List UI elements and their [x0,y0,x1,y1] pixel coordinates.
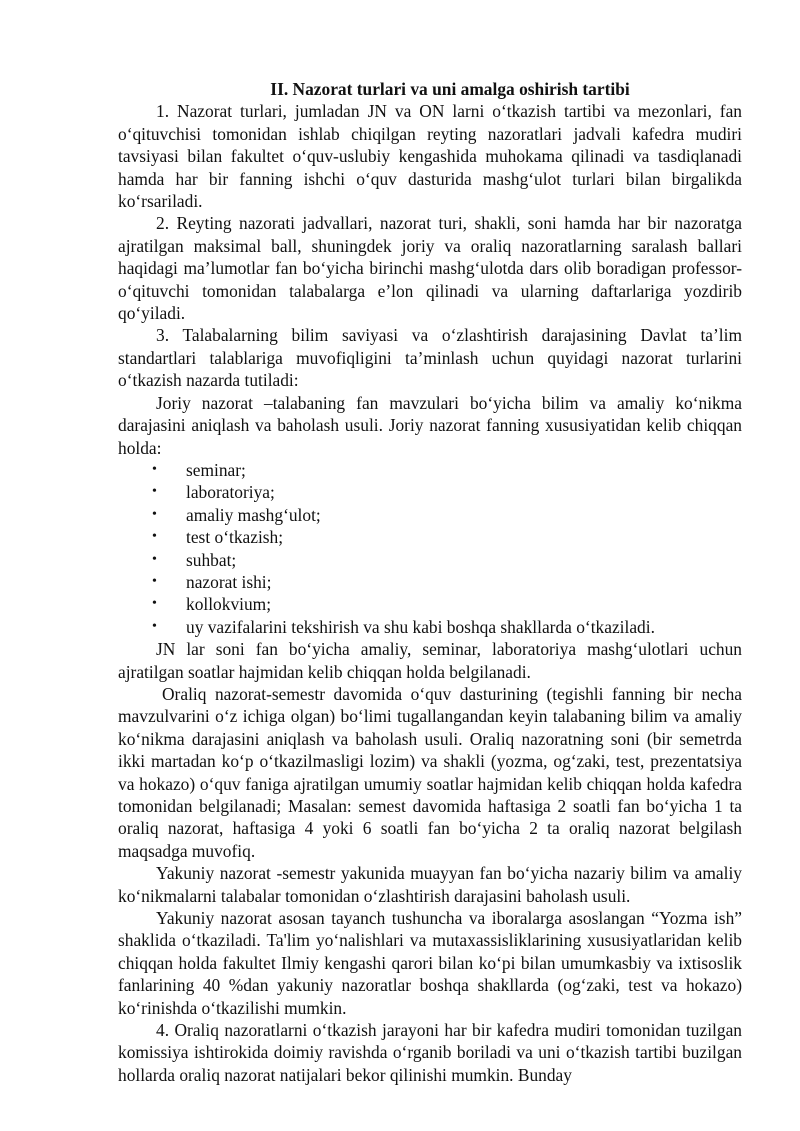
bullet-icon: • [152,461,157,477]
paragraph-1: 1. Nazorat turlari, jumladan JN va ON larni o‘tkazish tartibi va mezonlari, fan o‘qituvchisi tomonidan ishlab chiqilgan reyting nazoratlari jadvali kafedra mudiri tavsiyasi bilan fakultet o‘quv-uslubiy kengashida muhokama qilinadi va tasdiqlanadi hamda har bir fanning ishchi o‘quv dasturida mashg‘ulot turlari bilan birgalikda ko‘rsariladi. [118,101,742,212]
bullet-icon: • [152,506,157,522]
paragraph-3: 3. Talabalarning bilim saviyasi va o‘zlashtirish darajasining Davlat ta’lim standartlari talablariga muvofiqligini ta’minlash uchun quyidagi nazorat turlarini o‘tkazish nazarda tutiladi: [118,325,742,391]
list-item: • uy vazifalarini tekshirish va shu kabi boshqa shakllarda o‘tkaziladi. [152,616,655,637]
paragraph-jn-count: JN lar soni fan bo‘yicha amaliy, seminar, laboratoriya mashg‘ulotlari uchun ajratilgan soatlar hajmidan kelib chiqqan holda belgilanadi. [118,639,742,682]
list-item: • nazorat ishi; [152,571,272,592]
list-item: • seminar; [152,459,246,480]
bullet-icon: • [152,618,157,634]
paragraph-joriy-nazorat: Joriy nazorat –talabaning fan mavzulari bo‘yicha bilim va amaliy ko‘nikma darajasini aniqlash va baholash usuli. Joriy nazorat fanning xususiyatidan kelib chiqqan holda: [118,392,742,458]
section-title: II. Nazorat turlari va uni amalga oshirish tartibi [270,79,630,99]
bullet-icon: • [152,596,157,612]
paragraph-4: 4. Oraliq nazoratlarni o‘tkazish jarayoni har bir kafedra mudiri tomonidan tuzilgan komissiya ishtirokida doimiy ravishda o‘rganib boriladi va uni o‘tkazish tartibi buzilgan hollarda oraliq nazorat natijalari bekor qilinishi mumkin. Bunday [118,1020,742,1085]
bullet-icon: • [152,529,157,545]
list-item: • amaliy mashg‘ulot; [152,504,321,525]
list-item: • laboratoriya; [152,482,275,503]
list-item: • kollokvium; [152,594,272,615]
list-item: • test o‘tkazish; [152,527,284,548]
bullet-icon: • [152,573,157,589]
document-page [118,78,742,1086]
paragraph-yakuniy-nazorat: Yakuniy nazorat -semestr yakunida muayyan fan bo‘yicha nazariy bilim va amaliy ko‘nikmalarni talabalar tomonidan o‘zlashtirish darajasini baholash usuli. [118,863,742,906]
paragraph-yakuniy-form: Yakuniy nazorat asosan tayanch tushuncha va iboralarga asoslangan “Yozma ish” shaklida o‘tkaziladi. Ta'lim yo‘nalishlari va mutaxassisliklarining xususiyatlaridan kelib chiqqan holda fakultet Ilmiy kengashi qarori bilan ko‘pi bilan umumkasbiy va ixtisoslik fanlarining 40 %dan yakuniy nazoratlar boshqa shakllarda (og‘zaki, test va hokazo) ko‘rinishda o‘tkazilishi mumkin. [118,908,742,1018]
bullet-icon: • [152,551,157,567]
paragraph-2: 2. Reyting nazorati jadvallari, nazorat turi, shakli, soni hamda har bir nazoratga ajratilgan maksimal ball, shuningdek joriy va oraliq nazoratlarning saralash ballari haqidagi ma’lumotlar fan bo‘yicha birinchi mashg‘ulotda dars olib boradigan professor-o‘qituvchi tomonidan talabalarga e’lon qilinadi va ularning daftarlariga yozdirib qo‘yiladi. [118,213,742,324]
control-forms-list [118,459,742,638]
list-item: • suhbat; [152,549,237,570]
paragraph-oraliq-nazorat: Oraliq nazorat-semestr davomida o‘quv dasturining (tegishli fanning bir necha mavzulvarini o‘z ichiga olgan) bo‘limi tugallangandan keyin talabaning bilim va amaliy ko‘nikma darajasini aniqlash va baholash usuli. Oraliq nazoratning soni (bir semetrda ikki martadan ko‘p o‘tkazilmasligi lozim) va shakli (yozma, og‘zaki, test, prezentatsiya va hokazo) o‘quv faniga ajratilgan umumiy soatlar hajmidan kelib chiqqan holda kafedra tomonidan belgilanadi; Masalan: semest davomida haftasiga 2 soatli fan bo‘yicha 1 ta oraliq nazorat, haftasiga 4 yoki 6 soatli fan bo‘yicha 2 ta oraliq nazorat belgilash maqsadga muvofiq. [118,683,742,861]
bullet-icon: • [152,484,157,500]
